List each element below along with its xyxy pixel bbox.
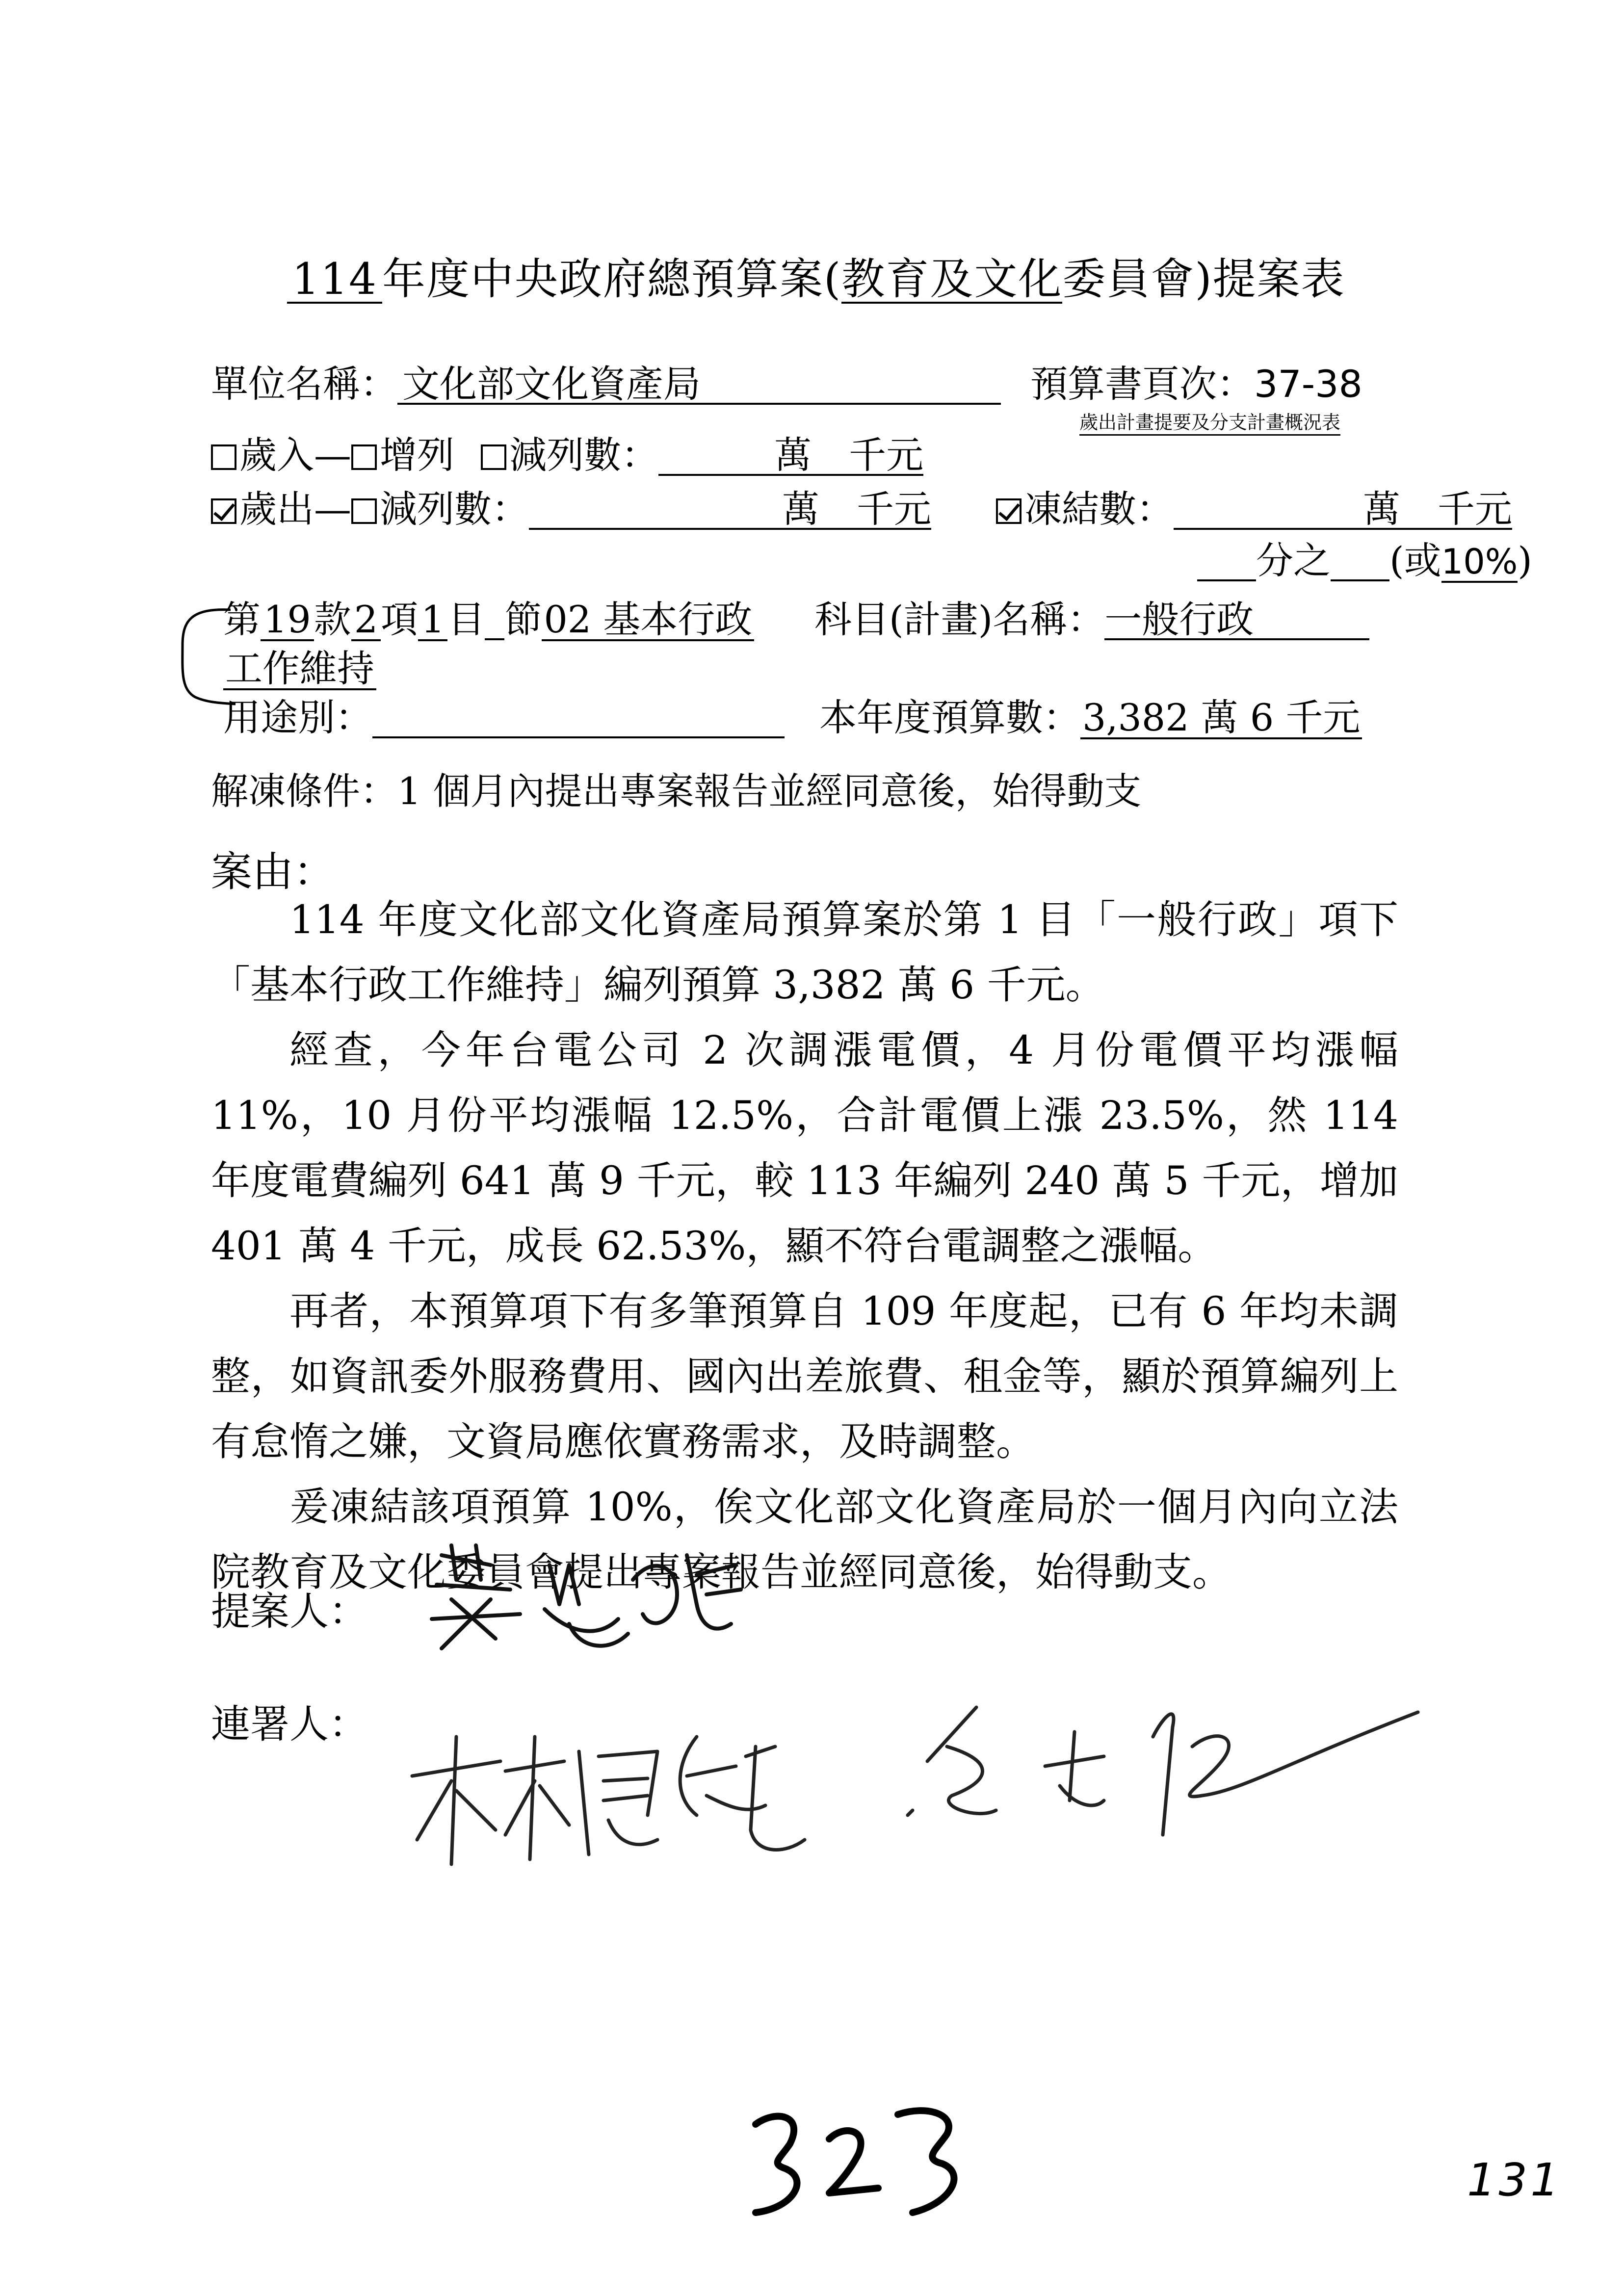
budget-label: 本年度預算數： (819, 696, 1080, 739)
item-mu-label: 目 (447, 598, 485, 641)
revenue-increase-label: 增列 (380, 433, 454, 477)
budget-page-value: 37-38 (1254, 362, 1362, 406)
budget-page-row (1030, 362, 1362, 406)
usage-field[interactable] (372, 699, 785, 738)
budget-row (819, 696, 1362, 739)
unit-label: 單位名稱： (211, 362, 397, 406)
proposer-signature (422, 1536, 765, 1663)
item-jie-label: 節 (504, 598, 542, 641)
freeze-row (996, 487, 1512, 531)
fraction-row (1197, 539, 1532, 583)
revenue-row (211, 433, 924, 477)
reason-label: 案由： (211, 848, 335, 896)
item-xiang-label: 項 (381, 598, 419, 641)
freeze-label: 凍結數： (1024, 487, 1174, 531)
reason-paragraph-1: 114 年度文化部文化資產局預算案於第 1 目「一般行政」項下「基本行政工作維持」編列預算 3,382 萬 6 千元。 (211, 897, 1398, 1008)
proposer-label: 提案人： (211, 1589, 368, 1634)
budget-value: 3,382 萬 6 千元 (1080, 699, 1362, 739)
fraction-paren-open: (或 (1389, 539, 1441, 582)
fraction-numerator-field[interactable] (1197, 542, 1256, 581)
reason-paragraph-2: 經查，今年台電公司 2 次調漲電價，4 月份電價平均漲幅 11%，10 月份平均漲幅 12.5%，合計電價上漲 23.5%，然 114 年度電費編列 641 萬 9 千元，較 113 年編列 240 萬 5 千元，增加 401 萬 4 千元，成長 62.53%，顯不符台電調整之漲幅。 (211, 1027, 1398, 1269)
subject-label: 科目(計畫)名稱： (814, 598, 1105, 641)
cosigner-signature-1 (402, 1717, 844, 1874)
revenue-decrease-checkbox[interactable] (481, 444, 506, 470)
item-mu-value: 1 (418, 601, 447, 641)
fraction-paren-close: ) (1518, 539, 1532, 582)
budget-page-note: 歲出計畫提要及分支計畫概況表 (1079, 407, 1340, 436)
handwritten-number-323 (736, 2095, 991, 2222)
unit-value: 文化部文化資產局 (397, 365, 1001, 405)
expenditure-decrease-checkbox[interactable] (351, 498, 377, 524)
document-title (287, 254, 1345, 304)
item-blank (485, 601, 504, 640)
title-text-2: 委員會)提案表 (1062, 254, 1345, 304)
revenue-checkbox[interactable] (211, 444, 236, 470)
revenue-label: 歲入— (239, 433, 351, 477)
fraction-denominator-field[interactable] (1331, 542, 1389, 581)
item-row (223, 598, 754, 641)
item-jie-value: 02 基本行政 (542, 601, 754, 641)
revenue-increase-checkbox[interactable] (351, 444, 377, 470)
expenditure-row (211, 487, 931, 531)
fraction-percent: 10% (1441, 542, 1518, 582)
cosigner-label: 連署人： (211, 1701, 368, 1747)
usage-row (223, 696, 785, 739)
revenue-decrease-label: 減列數： (509, 433, 659, 477)
item-kuan-prefix: 第 (223, 598, 261, 641)
title-committee: 教育及文化 (841, 254, 1063, 304)
page-number: 131 (1467, 2154, 1562, 2206)
expenditure-checkbox[interactable] (211, 498, 236, 524)
expenditure-amount-field[interactable]: 萬 千元 (529, 491, 931, 530)
title-year: 114 (287, 258, 382, 304)
item-kuan-value: 19 (261, 601, 314, 641)
subject-row (814, 598, 1369, 641)
reason-paragraph-4: 爰凍結該項預算 10%，俟文化部文化資產局於一個月內向立法院教育及文化委員會提出專案報告並經同意後，始得動支。 (211, 1484, 1398, 1595)
item-xiang-value: 2 (351, 601, 381, 641)
budget-page-label: 預算書頁次： (1030, 362, 1254, 406)
reason-paragraph-3: 再者，本預算項下有多筆預算自 109 年度起，已有 6 年均未調整，如資訊委外服務費用、國內出差旅費、租金等，顯於預算編列上有怠惰之嫌，文資局應依實務需求，及時調整。 (211, 1288, 1398, 1464)
title-text-1: 年度中央政府總預算案( (382, 254, 842, 304)
subject-value: 一般行政 (1104, 601, 1369, 640)
unfreeze-condition: 解凍條件：1 個月內提出專案報告並經同意後，始得動支 (211, 769, 1142, 813)
usage-label: 用途別： (223, 696, 372, 739)
expenditure-decrease-label: 減列數： (380, 487, 529, 531)
item-kuan-label: 款 (314, 598, 351, 641)
cosigner-signature-2 (898, 1688, 1438, 1845)
expenditure-label: 歲出— (239, 487, 351, 531)
freeze-amount-field[interactable]: 萬 千元 (1174, 491, 1512, 530)
fraction-text: 分之 (1256, 539, 1331, 582)
unit-row (211, 362, 1001, 406)
item-jie-continued: 工作維持 (223, 650, 376, 690)
freeze-checkbox[interactable] (996, 498, 1022, 524)
revenue-amount-field[interactable]: 萬 千元 (658, 437, 923, 476)
